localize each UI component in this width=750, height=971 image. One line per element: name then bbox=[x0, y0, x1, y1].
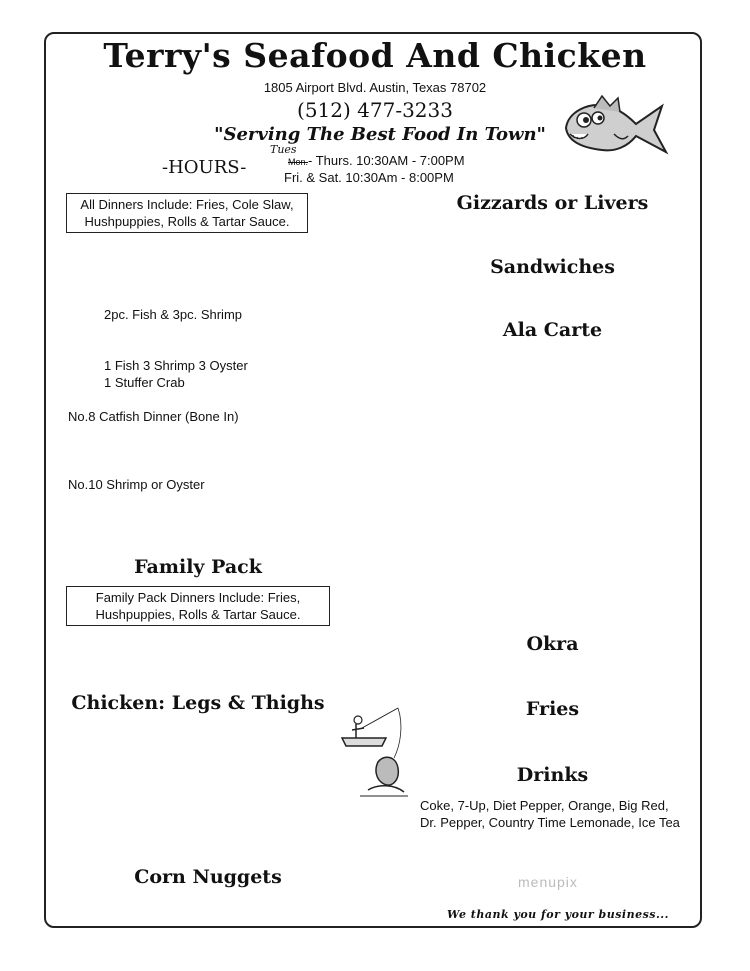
drinks-list-line-1: Coke, 7-Up, Diet Pepper, Orange, Big Red, bbox=[420, 798, 669, 813]
menu-sub-line: No.10 Shrimp or Oyster bbox=[68, 477, 205, 492]
menu-sub-line: 1 Fish 3 Shrimp 3 Oyster bbox=[104, 358, 248, 373]
restaurant-title: Terry's Seafood And Chicken bbox=[103, 36, 647, 75]
dinner-note-line-2: Hushpuppies, Rolls & Tartar Sauce. bbox=[84, 214, 290, 229]
family-note-line-1: Family Pack Dinners Include: Fries, bbox=[95, 590, 301, 605]
dinner-note-line-1: All Dinners Include: Fries, Cole Slaw, bbox=[80, 197, 294, 212]
drinks-list-line-2: Dr. Pepper, Country Time Lemonade, Ice Tea bbox=[420, 815, 680, 830]
slogan: "Serving The Best Food In Town" bbox=[214, 124, 546, 145]
section-heading-chicken: Chicken: Legs & Thighs bbox=[71, 692, 325, 714]
section-heading-corn-nuggets: Corn Nuggets bbox=[134, 866, 282, 888]
menu-sub-line: 1 Stuffer Crab bbox=[104, 375, 185, 390]
section-heading-family-pack: Family Pack bbox=[134, 556, 262, 578]
section-heading-ala-carte: Ala Carte bbox=[502, 319, 603, 341]
drinks-list bbox=[420, 797, 685, 831]
family-include-note bbox=[66, 586, 330, 626]
hours-line-2: Fri. & Sat. 10:30Am - 8:00PM bbox=[284, 170, 454, 185]
section-heading-fries: Fries bbox=[525, 698, 580, 720]
fisherman-boat-icon bbox=[338, 706, 414, 802]
address: 1805 Airport Blvd. Austin, Texas 78702 bbox=[263, 80, 487, 95]
family-note-line-2: Hushpuppies, Rolls & Tartar Sauce. bbox=[95, 607, 301, 622]
hours-struck-day: Mon. bbox=[288, 157, 309, 167]
thank-you-note: We thank you for your business... bbox=[447, 908, 669, 921]
section-heading-gizzards: Gizzards or Livers bbox=[456, 192, 649, 214]
hours-line-1-text: - Thurs. 10:30AM - 7:00PM bbox=[308, 153, 465, 168]
hours-handwritten-day: Tues bbox=[270, 143, 297, 156]
menu-sub-line: 2pc. Fish & 3pc. Shrimp bbox=[104, 307, 242, 322]
menu-sub-line: No.8 Catfish Dinner (Bone In) bbox=[68, 409, 239, 424]
section-heading-okra: Okra bbox=[526, 633, 579, 655]
hours-title: -HOURS- bbox=[162, 157, 247, 178]
cartoon-fish-icon bbox=[558, 94, 670, 164]
phone-number: (512) 477-3233 bbox=[297, 98, 453, 122]
watermark: menupix bbox=[518, 874, 578, 890]
section-heading-sandwiches: Sandwiches bbox=[490, 256, 615, 278]
hours-line-1 bbox=[288, 153, 465, 168]
section-heading-drinks: Drinks bbox=[516, 764, 589, 786]
dinner-include-note bbox=[66, 193, 308, 233]
